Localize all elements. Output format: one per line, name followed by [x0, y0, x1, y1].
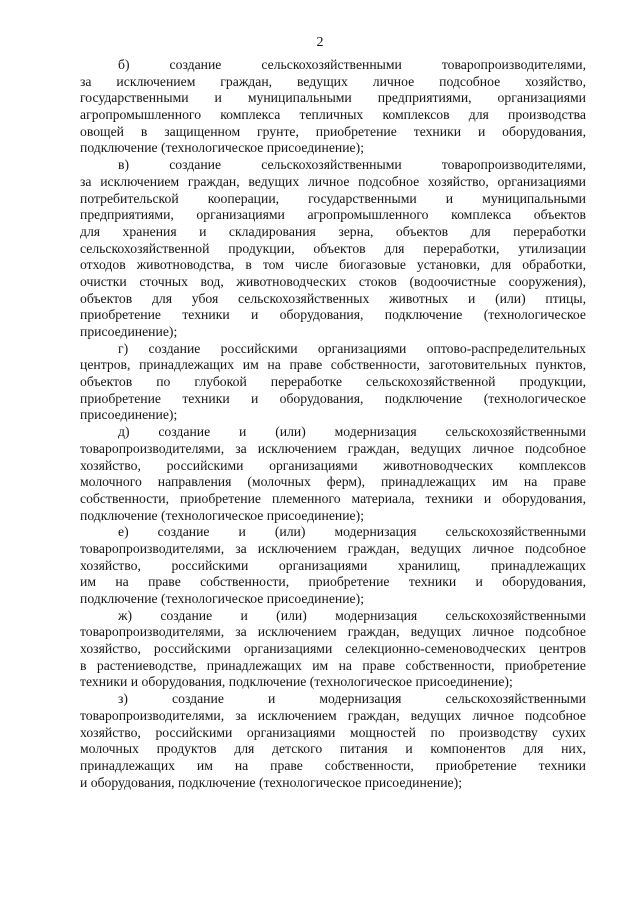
paragraph-zh [80, 608, 586, 691]
paragraph-heading-line: ж) создание и (или) модернизация сельскохозяйственными [118, 607, 586, 623]
paragraph-line: за исключением граждан, ведущих личное подсобное хозяйство, организациями [80, 173, 586, 189]
paragraph-heading-line: в) создание сельскохозяйственными товаропроизводителями, [118, 157, 586, 173]
paragraph-line: объектов для убоя сельскохозяйственных животных и (или) птицы, [80, 290, 586, 306]
paragraph-line: агропромышленного комплекса тепличных комплексов для производства [80, 107, 586, 123]
paragraph-line: молочного направления (молочных ферм), принадлежащих им на праве [80, 474, 586, 490]
paragraph-line: приобретение техники и оборудования, подключение (технологическое [80, 307, 586, 323]
paragraph-line: отходов животноводства, в том числе биогазовые установки, для обработки, [80, 257, 586, 273]
paragraph-v [80, 157, 586, 341]
paragraph-line: подключение (технологическое присоединение); [80, 507, 364, 523]
paragraph-line: для хранения и складирования зерна, объектов для переработки [80, 223, 586, 239]
document-body [80, 57, 586, 791]
paragraph-line: техники и оборудования, подключение (технологическое присоединение); [80, 674, 513, 690]
paragraph-line: товаропроизводителями, за исключением граждан, ведущих личное подсобное [80, 707, 586, 723]
paragraph-line: товаропроизводителями, за исключением граждан, ведущих личное подсобное [80, 624, 586, 640]
paragraph-e [80, 524, 586, 607]
paragraph-line: за исключением граждан, ведущих личное подсобное хозяйство, [80, 73, 586, 89]
paragraph-line: предприятиями, организациями агропромышленного комплекса объектов [80, 207, 586, 223]
paragraph-line: в растениеводстве, принадлежащих им на праве собственности, приобретение [80, 657, 586, 673]
paragraph-line: товаропроизводителями, за исключением граждан, ведущих личное подсобное [80, 440, 586, 456]
paragraph-g [80, 341, 586, 424]
paragraph-heading-line: е) создание и (или) модернизация сельскохозяйственными [118, 524, 586, 540]
paragraph-line: подключение (технологическое присоединение); [80, 140, 364, 156]
paragraph-b [80, 57, 586, 157]
paragraph-line: подключение (технологическое присоединение); [80, 591, 364, 606]
paragraph-z [80, 691, 586, 791]
paragraph-line: центров, принадлежащих им на праве собственности, заготовительных пунктов, [80, 357, 586, 373]
paragraph-d [80, 424, 586, 524]
page-number: 2 [316, 35, 324, 50]
paragraph-line: присоединение); [80, 324, 178, 339]
paragraph-line: принадлежащих им на праве собственности, приобретение техники [80, 757, 586, 773]
paragraph-line: приобретение техники и оборудования, подключение (технологическое [80, 390, 586, 406]
paragraph-heading-line: б) создание сельскохозяйственными товаропроизводителями, [118, 57, 586, 72]
paragraph-heading-line: г) создание российскими организациями оптово-распределительных [118, 340, 586, 356]
paragraph-line: и оборудования, подключение (технологическое присоединение); [80, 774, 462, 790]
paragraph-line: потребительской кооперации, государственными и муниципальными [80, 190, 586, 206]
paragraph-line: хозяйство, российскими организациями селекционно-семеноводческих центров [80, 641, 586, 657]
paragraph-line: хозяйство, российскими организациями мощностей по производству сухих [80, 724, 586, 740]
paragraph-heading-line: з) создание и модернизация сельскохозяйственными [118, 691, 586, 707]
paragraph-line: им на праве собственности, приобретение техники и оборудования, [80, 574, 586, 590]
paragraph-line: присоединение); [80, 407, 178, 423]
paragraph-line: объектов по глубокой переработке сельскохозяйственной продукции, [80, 374, 586, 390]
paragraph-line: молочных продуктов для детского питания и компонентов для них, [80, 741, 586, 757]
paragraph-line: собственности, приобретение племенного материала, техники и оборудования, [80, 490, 586, 506]
paragraph-line: очистки сточных вод, животноводческих стоков (водоочистные сооружения), [80, 273, 586, 289]
paragraph-line: хозяйство, российскими организациями хранилищ, принадлежащих [80, 557, 586, 573]
paragraph-line: овощей в защищенном грунте, приобретение техники и оборудования, [80, 123, 586, 139]
paragraph-line: государственными и муниципальными предприятиями, организациями [80, 90, 586, 106]
paragraph-line: сельскохозяйственной продукции, объектов для переработки, утилизации [80, 240, 586, 256]
paragraph-heading-line: д) создание и (или) модернизация сельскохозяйственными [118, 424, 586, 440]
paragraph-line: товаропроизводителями, за исключением граждан, ведущих личное подсобное [80, 540, 586, 556]
paragraph-line: хозяйство, российскими организациями животноводческих комплексов [80, 457, 586, 473]
